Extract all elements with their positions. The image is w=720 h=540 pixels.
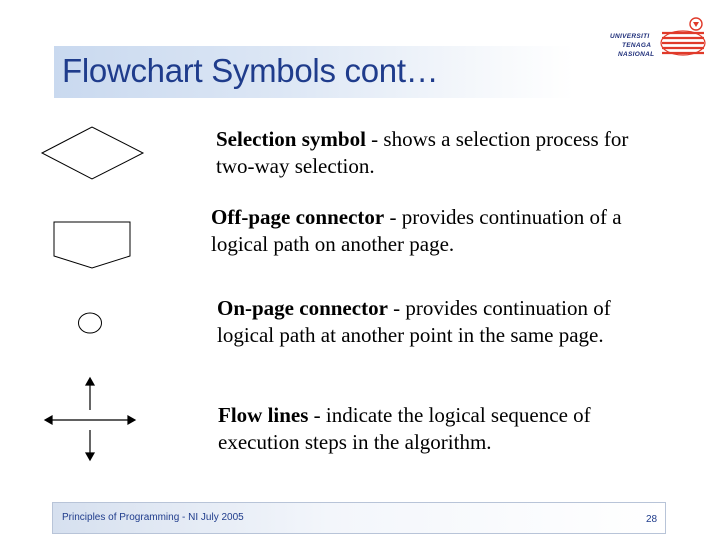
item-on-page-term: On-page connector — [217, 296, 388, 320]
item-flow-lines-text: - indicate the logical sequence of execution steps in the algorithm. — [218, 403, 591, 454]
item-selection — [216, 126, 666, 180]
logo-line-2: TENAGA — [622, 42, 652, 49]
university-logo — [600, 12, 712, 72]
item-selection-text: - shows a selection process for two-way selection. — [216, 127, 629, 178]
item-off-page — [211, 204, 661, 258]
logo-emblem-icon — [600, 12, 712, 72]
item-selection-term: Selection symbol — [216, 127, 366, 151]
slide-title: Flowchart Symbols cont… — [62, 52, 439, 89]
item-off-page-text: - provides continuation of a logical path on another page. — [211, 205, 622, 256]
item-off-page-term: Off-page connector — [211, 205, 385, 229]
item-on-page — [217, 295, 657, 349]
logo-line-3: NASIONAL — [618, 51, 655, 58]
item-flow-lines — [218, 402, 668, 456]
item-on-page-text: - provides continuation of logical path at another point in the same page. — [217, 296, 611, 347]
logo-line-1: UNIVERSITI — [610, 33, 650, 40]
footer-text: Principles of Programming - NI July 2005 — [62, 512, 244, 523]
flow-lines-icon — [42, 374, 138, 462]
selection-diamond-icon — [38, 124, 148, 182]
off-page-connector-icon — [50, 218, 136, 272]
item-flow-lines-term: Flow lines — [218, 403, 309, 427]
page-number: 28 — [646, 514, 658, 525]
on-page-connector-icon — [76, 310, 104, 336]
